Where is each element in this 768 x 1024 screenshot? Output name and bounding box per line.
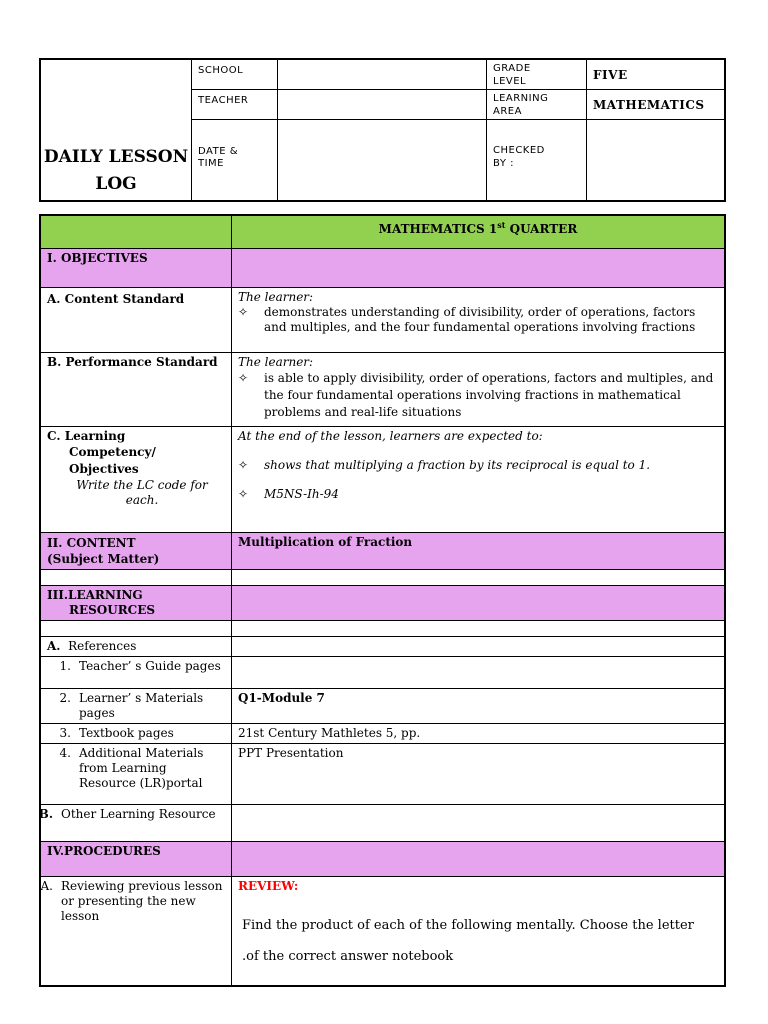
competency-item-1	[238, 458, 718, 473]
area-label-line-1: LEARNING	[493, 92, 549, 104]
competency-intro: At the end of the lesson, learners are expected to:	[238, 428, 543, 443]
reference-row-1	[40, 656, 232, 688]
references-text: References	[68, 638, 137, 653]
procedure-letter: A.	[40, 878, 53, 893]
review-cell	[232, 876, 726, 986]
other-resource-row	[40, 804, 232, 841]
bullet-icon: ✧	[238, 457, 249, 472]
checked-label-line-1: CHECKED	[493, 144, 545, 156]
ref-num: 4.	[59, 745, 71, 760]
competency-cell	[232, 426, 726, 532]
date-time-label	[192, 119, 278, 201]
ref-label: Textbook pages	[79, 725, 174, 740]
teacher-field	[278, 89, 487, 119]
reference-row-2	[40, 688, 232, 723]
references-label	[40, 636, 232, 656]
competency-label-2: Competency/	[69, 444, 156, 459]
content-standard-text: demonstrates understanding of divisibility, order of operations, factors and multiples, and the four fundamental operations involving fractions	[264, 304, 696, 334]
grade-level-value: FIVE	[587, 59, 726, 89]
procedures-heading: IV.PROCEDURES	[40, 841, 232, 876]
performance-standard-intro: The learner:	[238, 354, 314, 369]
competency-code: M5NS-Ih-94	[264, 486, 339, 501]
review-instruction-1: Find the product of each of the following mentally. Choose the letter	[242, 917, 694, 933]
competency-text-1: shows that multiplying a fraction by its reciprocal is equal to 1.	[264, 457, 651, 472]
reference-value-4: PPT Presentation	[232, 743, 726, 804]
resources-heading-1: III.LEARNING	[47, 587, 143, 602]
lesson-table	[39, 214, 726, 987]
content-heading-1: II. CONTENT	[47, 535, 136, 550]
content-standard-label: A. Content Standard	[40, 287, 232, 352]
ref-num: 3.	[59, 725, 71, 740]
objectives-heading: I. OBJECTIVES	[40, 248, 232, 287]
quarter-heading	[232, 215, 726, 248]
ref-label: Additional Materials from Learning Resource (LR)portal	[79, 745, 204, 790]
title-line-1: DAILY LESSON	[43, 147, 189, 167]
performance-standard-cell	[232, 352, 726, 426]
checked-label-line-2: BY :	[493, 157, 514, 169]
reference-value-3: 21st Century Mathletes 5, pp.	[232, 723, 726, 743]
content-heading	[40, 532, 232, 569]
review-title: REVIEW:	[238, 878, 299, 893]
competency-note: Write the LC code for each.	[76, 477, 208, 507]
resources-heading	[40, 585, 232, 620]
ref-num: 2.	[59, 690, 71, 705]
resources-blank	[232, 585, 726, 620]
review-instruction-2: .of the correct answer notebook	[242, 948, 454, 964]
reference-value-2: Q1-Module 7	[232, 688, 726, 723]
bullet-icon: ✧	[238, 486, 249, 501]
teacher-label: TEACHER	[192, 89, 278, 119]
other-letter: B.	[38, 806, 53, 821]
area-label-line-2: AREA	[493, 105, 522, 117]
ref-num: 1.	[59, 658, 71, 673]
checked-by-label	[487, 119, 587, 201]
content-value: Multiplication of Fraction	[232, 532, 726, 569]
document-title	[40, 59, 192, 201]
other-resource-value	[232, 804, 726, 841]
procedure-a-text: Reviewing previous lesson or presenting the new lesson	[61, 878, 223, 923]
grade-label-line-2: LEVEL	[493, 76, 527, 87]
resources-heading-2: RESOURCES	[69, 602, 156, 617]
other-resource-label: Other Learning Resource	[61, 806, 216, 821]
ref-label: Teacher’ s Guide pages	[79, 658, 221, 673]
references-blank	[232, 636, 726, 656]
content-standard-cell	[232, 287, 726, 352]
date-label-line-2: TIME	[198, 157, 225, 169]
quarter-superscript: st	[497, 220, 506, 230]
quarter-blank-cell	[40, 215, 232, 248]
spacer-cell	[232, 620, 726, 636]
reference-row-4	[40, 743, 232, 804]
quarter-text-end: QUARTER	[505, 222, 578, 236]
learning-area-value: MATHEMATICS	[587, 89, 726, 119]
content-standard-intro: The learner:	[238, 289, 314, 304]
procedure-a-label	[40, 876, 232, 986]
header-table	[39, 58, 726, 202]
bullet-icon: ✧	[238, 370, 249, 385]
grade-label-line-1: GRADE	[493, 63, 531, 74]
date-label-line-1: DATE &	[198, 145, 238, 157]
spacer-cell	[40, 620, 232, 636]
procedures-blank	[232, 841, 726, 876]
school-label: SCHOOL	[192, 59, 278, 89]
checked-by-field	[587, 119, 726, 201]
grade-level-label	[487, 59, 587, 89]
spacer-cell	[232, 569, 726, 585]
title-line-2: LOG	[95, 174, 137, 194]
performance-standard-item	[238, 370, 718, 421]
date-time-field	[278, 119, 487, 201]
quarter-text: MATHEMATICS 1	[378, 222, 498, 236]
objectives-blank	[232, 248, 726, 287]
competency-item-2	[238, 487, 718, 502]
references-letter: A.	[47, 638, 61, 653]
competency-label-cell	[40, 426, 232, 532]
reference-row-3	[40, 723, 232, 743]
content-heading-2: (Subject Matter)	[47, 551, 160, 566]
reference-value-1	[232, 656, 726, 688]
content-standard-item	[238, 305, 718, 335]
competency-label-3: Objectives	[69, 461, 139, 476]
ref-label: Learner’ s Materials pages	[79, 690, 204, 720]
competency-label-1: C. Learning	[47, 428, 126, 443]
learning-area-label	[487, 89, 587, 119]
performance-standard-text: is able to apply divisibility, order of operations, factors and multiples, and the four fundamental operations involving fractions in mathematical problems and real-life situations	[264, 370, 714, 419]
spacer-cell	[40, 569, 232, 585]
school-field	[278, 59, 487, 89]
performance-standard-label: B. Performance Standard	[40, 352, 232, 426]
bullet-icon: ✧	[238, 304, 249, 319]
